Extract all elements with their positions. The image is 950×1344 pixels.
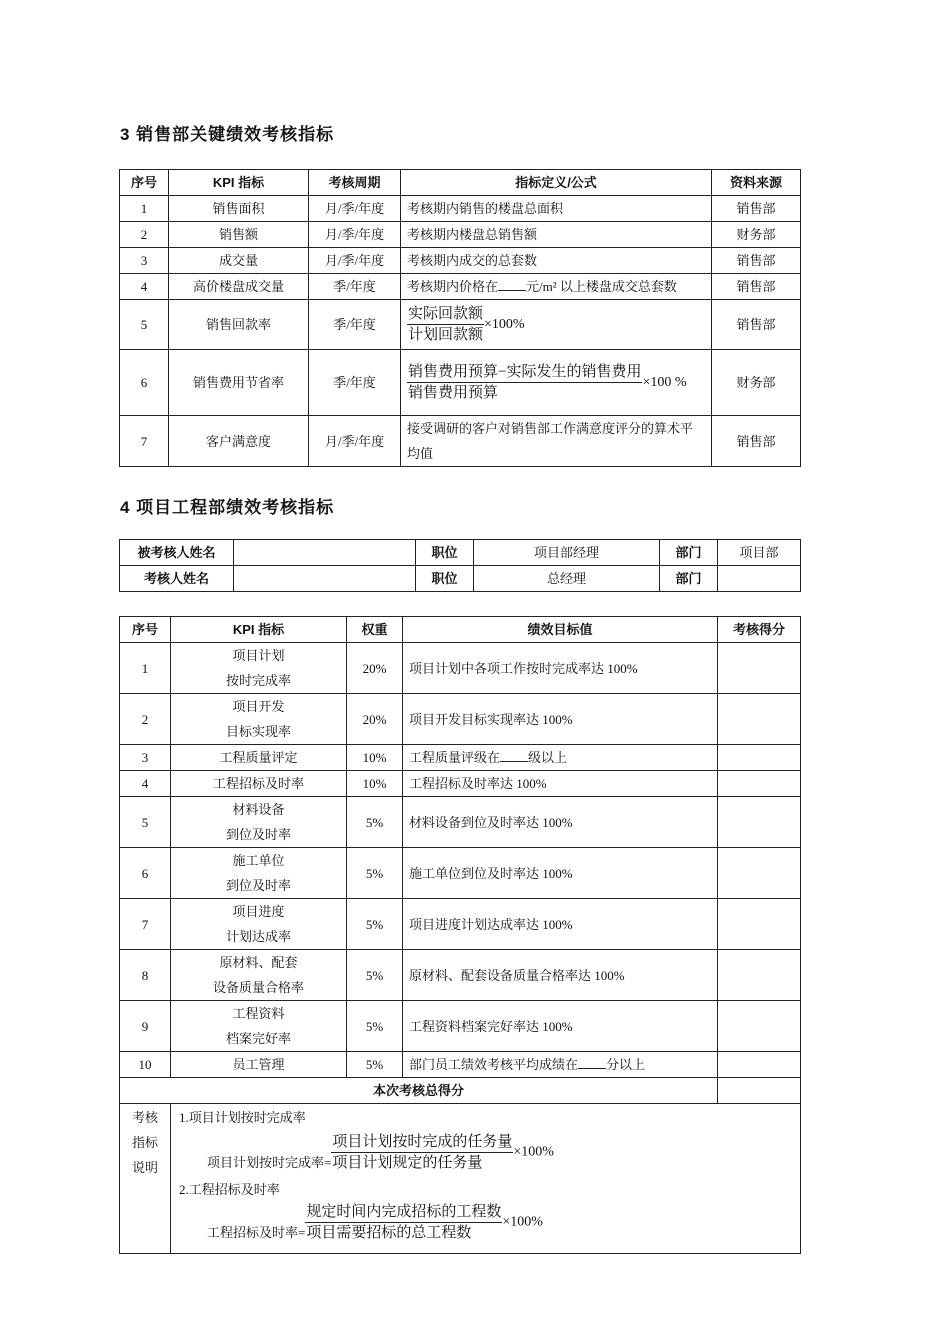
table-row [120, 745, 801, 771]
row-target [403, 745, 718, 771]
fill-blank-line [578, 1056, 606, 1069]
formula-numerator: 规定时间内完成招标的工程数 [305, 1202, 502, 1223]
assessor-dept-value [718, 566, 801, 592]
row-source: 销售部 [712, 274, 801, 300]
row-period: 季/年度 [309, 274, 401, 300]
row-target: 工程招标及时率达 100% [403, 771, 718, 797]
assessee-dept-value: 项目部 [718, 540, 801, 566]
row-weight: 5% [347, 1052, 403, 1078]
assessor-name-value [234, 566, 416, 592]
total-score-value [718, 1078, 801, 1104]
row-no: 6 [120, 350, 169, 416]
notes-label-line3: 说明 [131, 1160, 158, 1175]
note-item2-title: 2.工程招标及时率 [179, 1182, 280, 1197]
row-kpi: 工程质量评定 [171, 745, 347, 771]
row-no: 10 [120, 1052, 171, 1078]
fill-blank-line [498, 278, 526, 291]
assessee-label: 被考核人姓名 [120, 540, 234, 566]
formula-denominator: 计划回款额 [408, 327, 484, 343]
table-row [120, 248, 801, 274]
notes-content [171, 1104, 801, 1254]
assessee-position-value: 项目部经理 [474, 540, 660, 566]
section3-title: 3 销售部关键绩效考核指标 [120, 125, 335, 144]
kpi-line1: 原材料、配套 [219, 955, 298, 970]
row-period: 季/年度 [309, 350, 401, 416]
row-target: 项目开发目标实现率达 100% [403, 694, 718, 745]
formula-fraction [407, 362, 642, 403]
row-score [718, 950, 801, 1001]
kpi-line1: 工程资料 [232, 1006, 285, 1021]
row-kpi: 高价楼盘成交量 [169, 274, 309, 300]
row-weight: 20% [347, 694, 403, 745]
row-target: 原材料、配套设备质量合格率达 100% [403, 950, 718, 1001]
row-no: 5 [120, 300, 169, 350]
formula-denominator: 销售费用预算 [408, 385, 499, 401]
sales-kpi-table [119, 169, 801, 467]
row-kpi: 工程招标及时率 [171, 771, 347, 797]
definition-prefix: 考核期内价格在 [407, 279, 499, 294]
table-row [120, 300, 801, 350]
row-kpi: 销售额 [169, 222, 309, 248]
row-no: 3 [120, 248, 169, 274]
formula-numerator: 实际回款额 [407, 304, 484, 325]
row-period: 月/季/年度 [309, 248, 401, 274]
row-weight: 10% [347, 745, 403, 771]
row-period: 月/季/年度 [309, 222, 401, 248]
row-kpi [171, 797, 347, 848]
formula-fraction [331, 1132, 513, 1173]
table-row [120, 1001, 801, 1052]
kpi-line1: 材料设备 [232, 802, 285, 817]
row-formula [401, 300, 712, 350]
formula-fraction [305, 1202, 502, 1243]
row-source: 财务部 [712, 350, 801, 416]
row-target: 施工单位到位及时率达 100% [403, 848, 718, 899]
row-weight: 5% [347, 848, 403, 899]
row-period: 月/季/年度 [309, 196, 401, 222]
formula-multiplier: ×100% [502, 1214, 543, 1230]
kpi-line2: 到位及时率 [225, 827, 291, 842]
notes-label-line1: 考核 [131, 1110, 158, 1125]
dept-label: 部门 [660, 566, 718, 592]
note-item2-formula [179, 1202, 792, 1243]
row-target: 工程资料档案完好率达 100% [403, 1001, 718, 1052]
section4-title: 4 项目工程部绩效考核指标 [120, 498, 335, 517]
assessor-label: 考核人姓名 [120, 566, 234, 592]
row-definition: 接受调研的客户对销售部工作满意度评分的算术平均值 [401, 416, 712, 467]
row-no: 2 [120, 694, 171, 745]
table-row [120, 771, 801, 797]
col-header-definition: 指标定义/公式 [401, 170, 712, 196]
row-kpi [171, 694, 347, 745]
row-definition: 考核期内销售的楼盘总面积 [401, 196, 712, 222]
position-label: 职位 [416, 540, 474, 566]
info-row-assessee [120, 540, 801, 566]
row-kpi: 成交量 [169, 248, 309, 274]
notes-label-line2: 指标 [131, 1135, 158, 1150]
position-label: 职位 [416, 566, 474, 592]
row-source: 财务部 [712, 222, 801, 248]
target-suffix: 分以上 [606, 1057, 646, 1072]
table-row [120, 274, 801, 300]
row-no: 2 [120, 222, 169, 248]
row-score [718, 745, 801, 771]
table-row [120, 350, 801, 416]
table-row [120, 1052, 801, 1078]
row-weight: 5% [347, 899, 403, 950]
row-weight: 5% [347, 797, 403, 848]
target-prefix: 工程质量评级在 [409, 750, 501, 765]
table-row [120, 950, 801, 1001]
table-row [120, 222, 801, 248]
row-score [718, 643, 801, 694]
table-row [120, 848, 801, 899]
notes-label [120, 1104, 171, 1254]
info-row-assessor [120, 566, 801, 592]
table-row [120, 797, 801, 848]
formula-denominator: 项目计划规定的任务量 [332, 1155, 483, 1171]
row-period: 月/季/年度 [309, 416, 401, 467]
col-header-source: 资料来源 [712, 170, 801, 196]
table-header-row [120, 617, 801, 643]
row-kpi [171, 950, 347, 1001]
formula-numerator: 销售费用预算−实际发生的销售费用 [407, 362, 642, 383]
formula-fraction [407, 304, 484, 345]
target-prefix: 部门员工绩效考核平均成绩在 [409, 1057, 579, 1072]
row-source: 销售部 [712, 416, 801, 467]
kpi-line1: 施工单位 [232, 853, 285, 868]
note-item1-title: 1.项目计划按时完成率 [179, 1110, 306, 1125]
row-no: 5 [120, 797, 171, 848]
row-target: 项目进度计划达成率达 100% [403, 899, 718, 950]
dept-label: 部门 [660, 540, 718, 566]
kpi-line2: 计划达成率 [225, 929, 291, 944]
kpi-line1: 项目计划 [232, 648, 285, 663]
row-no: 7 [120, 899, 171, 950]
formula-numerator: 项目计划按时完成的任务量 [331, 1132, 513, 1153]
col-header-period: 考核周期 [309, 170, 401, 196]
kpi-line2: 按时完成率 [225, 673, 291, 688]
row-target: 项目计划中各项工作按时完成率达 100% [403, 643, 718, 694]
row-period: 季/年度 [309, 300, 401, 350]
target-suffix: 级以上 [528, 750, 568, 765]
formula-multiplier: ×100% [484, 317, 525, 332]
row-no: 1 [120, 643, 171, 694]
kpi-line2: 档案完好率 [225, 1031, 291, 1046]
row-score [718, 848, 801, 899]
row-kpi [171, 899, 347, 950]
row-no: 3 [120, 745, 171, 771]
row-no: 6 [120, 848, 171, 899]
row-kpi: 销售回款率 [169, 300, 309, 350]
assessment-info-table [119, 539, 801, 592]
row-no: 4 [120, 274, 169, 300]
col-header-target: 绩效目标值 [403, 617, 718, 643]
kpi-line2: 到位及时率 [225, 878, 291, 893]
row-source: 销售部 [712, 196, 801, 222]
col-header-kpi: KPI 指标 [169, 170, 309, 196]
col-header-no: 序号 [120, 170, 169, 196]
row-kpi: 员工管理 [171, 1052, 347, 1078]
table-row [120, 694, 801, 745]
row-kpi [171, 848, 347, 899]
row-definition: 考核期内成交的总套数 [401, 248, 712, 274]
row-definition: 考核期内楼盘总销售额 [401, 222, 712, 248]
row-no: 7 [120, 416, 169, 467]
total-score-row [120, 1078, 801, 1104]
col-header-score: 考核得分 [718, 617, 801, 643]
col-header-weight: 权重 [347, 617, 403, 643]
row-kpi: 销售面积 [169, 196, 309, 222]
row-formula [401, 350, 712, 416]
table-row [120, 196, 801, 222]
project-kpi-table [119, 616, 801, 1254]
row-definition [401, 274, 712, 300]
formula-multiplier: ×100% [513, 1144, 554, 1160]
formula-denominator: 项目需要招标的总工程数 [306, 1225, 472, 1241]
row-no: 8 [120, 950, 171, 1001]
row-kpi: 销售费用节省率 [169, 350, 309, 416]
kpi-line1: 项目开发 [232, 699, 285, 714]
formula-lhs: 工程招标及时率= [207, 1225, 306, 1240]
row-no: 1 [120, 196, 169, 222]
assessor-position-value: 总经理 [474, 566, 660, 592]
row-source: 销售部 [712, 248, 801, 274]
table-row [120, 899, 801, 950]
row-weight: 5% [347, 1001, 403, 1052]
row-score [718, 899, 801, 950]
row-score [718, 797, 801, 848]
row-score [718, 771, 801, 797]
formula-lhs: 项目计划按时完成率= [207, 1155, 332, 1170]
row-kpi [171, 1001, 347, 1052]
row-source: 销售部 [712, 300, 801, 350]
row-score [718, 1052, 801, 1078]
col-header-no: 序号 [120, 617, 171, 643]
kpi-line2: 设备质量合格率 [212, 980, 304, 995]
notes-row [120, 1104, 801, 1254]
row-weight: 10% [347, 771, 403, 797]
assessee-name-value [234, 540, 416, 566]
col-header-kpi: KPI 指标 [171, 617, 347, 643]
row-weight: 5% [347, 950, 403, 1001]
fill-blank-line [500, 749, 528, 762]
table-row [120, 416, 801, 467]
row-score [718, 1001, 801, 1052]
row-target [403, 1052, 718, 1078]
row-kpi: 客户满意度 [169, 416, 309, 467]
kpi-line1: 项目进度 [232, 904, 285, 919]
kpi-line2: 目标实现率 [225, 724, 291, 739]
table-header-row [120, 170, 801, 196]
row-no: 4 [120, 771, 171, 797]
formula-multiplier: ×100 % [642, 375, 687, 390]
note-item1-formula [179, 1132, 792, 1173]
row-kpi [171, 643, 347, 694]
row-target: 材料设备到位及时率达 100% [403, 797, 718, 848]
total-score-label: 本次考核总得分 [120, 1078, 718, 1104]
row-weight: 20% [347, 643, 403, 694]
row-no: 9 [120, 1001, 171, 1052]
table-row [120, 643, 801, 694]
row-score [718, 694, 801, 745]
definition-suffix: 元/m² 以上楼盘成交总套数 [526, 279, 677, 294]
